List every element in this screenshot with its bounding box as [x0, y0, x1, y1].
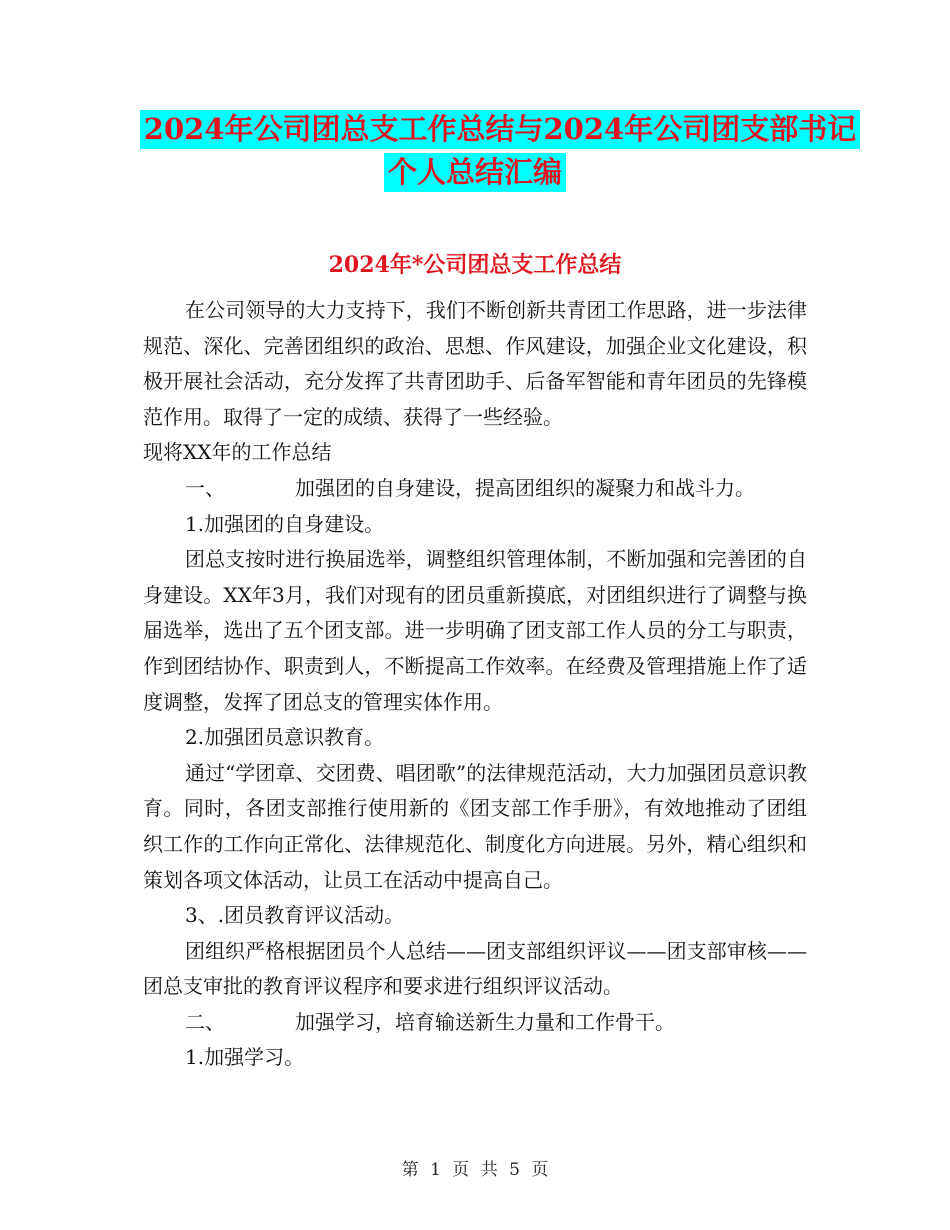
subheading-1-1: 1.加强团的自身建设。 — [185, 511, 385, 536]
document-title — [0, 110, 950, 192]
document-body — [143, 293, 807, 1076]
section-heading-2-text: 加强学习，培育输送新生力量和工作骨干。 — [295, 1009, 675, 1034]
page-footer: 第 1 页 共 5 页 — [401, 1160, 549, 1180]
title-line-1: 2024年公司团总支工作总结与2024年公司团支部书记 — [140, 110, 860, 149]
paragraph-1-3: 团组织严格根据团员个人总结——团支部组织评议——团支部审核——团总支审批的教育评议程序和要求进行组织评议活动。 — [143, 938, 807, 999]
section-title: 2024年*公司团总支工作总结 — [328, 252, 622, 278]
section-heading-2 — [143, 1005, 807, 1041]
subheading-1-2: 2.加强团员意识教育。 — [185, 725, 385, 750]
subheading-1-3: 3、.团员教育评议活动。 — [185, 903, 405, 928]
subheading-2-1: 1.加强学习。 — [185, 1045, 305, 1070]
paragraph-1-1: 团总支按时进行换届选举，调整组织管理体制，不断加强和完善团的自身建设。XX年3月，我们对现有的团员重新摸底，对团组织进行了调整与换届选举，选出了五个团支部。进一步明确了团支部工作人员的分工与职责，作到团结协作、职责到人，不断提高工作效率。在经费及管理措施上作了适度调整，发挥了团总支的管理实体作用。 — [143, 547, 807, 714]
paragraph-summary-lead: 现将XX年的工作总结 — [143, 440, 332, 465]
paragraph-1-2: 通过“学团章、交团费、唱团歌”的法律规范活动，大力加强团员意识教育。同时，各团支部推行使用新的《团支部工作手册》，有效地推动了团组织工作的工作向正常化、法律规范化、制度化方向进展。另外，精心组织和策划各项文体活动，让员工在活动中提高自己。 — [143, 760, 807, 892]
paragraph-intro: 在公司领导的大力支持下，我们不断创新共青团工作思路，进一步法律规范、深化、完善团组织的政治、思想、作风建设，加强企业文化建设，积极开展社会活动，充分发挥了共青团助手、后备军智能和青年团员的先锋模范作用。取得了一定的成绩、获得了一些经验。 — [143, 298, 807, 429]
section-heading-1 — [143, 471, 807, 507]
section-marker-2: 二、 — [185, 1009, 225, 1034]
section-heading-1-text: 加强团的自身建设，提高团组织的凝聚力和战斗力。 — [295, 475, 755, 500]
section-marker-1: 一、 — [185, 475, 225, 500]
title-line-2: 个人总结汇编 — [384, 153, 566, 192]
